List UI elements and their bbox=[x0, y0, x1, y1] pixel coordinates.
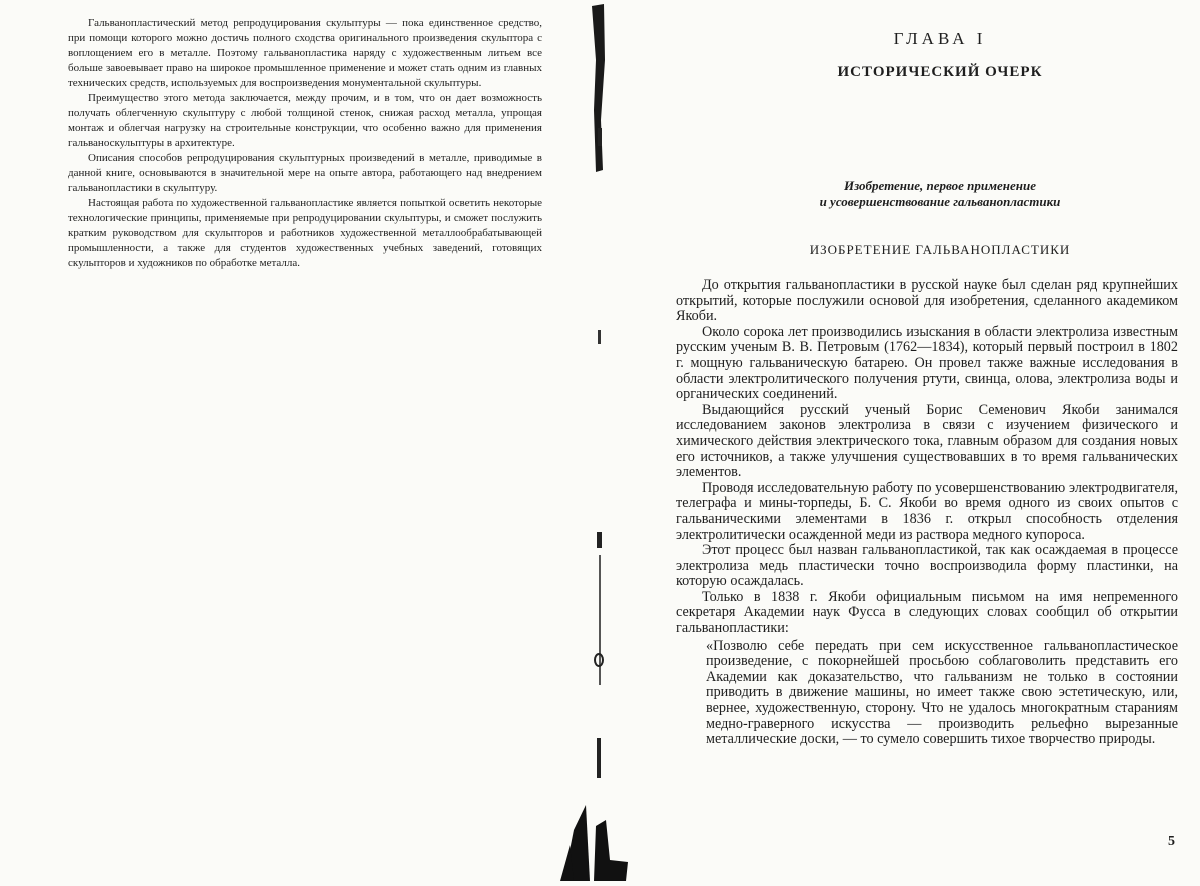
body-paragraph-4: Проводя исследовательную работу по усовершенствованию электродвигателя, телеграфа и мины-торпеды, Б. С. Якоби во время одного из своих опытов с гальваническими элементами в 1836 г. открыл способность отделения электролитически осажденной меди из раствора медного купороса. bbox=[676, 481, 1178, 543]
body-paragraph-2: Около сорока лет производились изыскания в области электролиза известным русским ученым В. В. Петровым (1762—1834), который первый построил в 1802 г. мощную гальваническую батарею. Он провел также важные исследования в области электролитического получения ртути, свинца, олова, электролиза воды и органических соединений. bbox=[676, 325, 1178, 403]
body-paragraph-5: Этот процесс был назван гальванопластикой, так как осаждаемая в процессе электролиза медь пластически точно воспроизводила форму пластинки, на которую осаждалась. bbox=[676, 543, 1178, 590]
chapter-body-text bbox=[676, 278, 1178, 748]
section-title bbox=[780, 178, 1100, 210]
preface-paragraph-1: Гальванопластический метод репродуцирования скульптуры — пока единственное средство, при помощи которого можно достичь полного сходства оригинального произведения скульптора с воплощением его в металле. Поэтому гальванопластика наряду с художественным литьем все больше завоевывает право на широкое промышленное применение и может стать одним из главных технических средств, используемых для воспроизведения монументальной скульптуры. bbox=[68, 16, 542, 91]
section-title-line-2: и усовершенствование гальванопластики bbox=[780, 194, 1100, 210]
preface-paragraph-2: Преимущество этого метода заключается, между прочим, и в том, что он дает возможность получать облегченную скульптуру с любой толщиной стенок, снижая расход металла, упрощая монтаж и облегчая нагрузку на строительные конструкции, что особенно важно для применения гальваноскульптуры в архитектуре. bbox=[68, 91, 542, 151]
section-title-line-1: Изобретение, первое применение bbox=[780, 178, 1100, 194]
preface-paragraph-3: Описания способов репродуцирования скульптурных произведений в металле, приводимые в данной книге, основываются в значительной мере на опыте автора, работающего над внедрением гальванопластики в скульптуру. bbox=[68, 151, 542, 196]
chapter-title: ИСТОРИЧЕСКИЙ ОЧЕРК bbox=[800, 64, 1080, 81]
jacobi-letter-quote: «Позволю себе передать при сем искусственное гальванопластическое произведение, с покорнейшей просьбою соблаговолить представить его Академии как доказательство, что гальванизм не только в состоянии приводить в движение машины, но имеет также свою эстетическую, или, вернее, художественную, сторону. Что не удалось многократным стараниям медно-граверного искусства — производить рельефно вырезанные металлические доски, — то сумело совершить тихое творчество природы. bbox=[676, 639, 1178, 748]
body-paragraph-1: До открытия гальванопластики в русской науке был сделан ряд крупнейших открытий, которые послужили основой для изобретения, сделанного академиком Якоби. bbox=[676, 278, 1178, 325]
preface-paragraph-4: Настоящая работа по художественной гальванопластике является попыткой осветить некоторые технологические принципы, применяемые при репродуцировании скульптуры, и сможет послужить кратким руководством для скульпторов и работников художественной металлообрабатывающей промышленности, а также для студентов художественных учебных заведений, готовящих скульпторов и художников по обработке металла. bbox=[68, 196, 542, 271]
page-number: 5 bbox=[1168, 834, 1175, 850]
left-page bbox=[0, 0, 600, 881]
right-page bbox=[600, 0, 1200, 881]
preface-text bbox=[68, 16, 542, 271]
subsection-title: ИЗОБРЕТЕНИЕ ГАЛЬВАНОПЛАСТИКИ bbox=[770, 242, 1110, 258]
body-paragraph-3: Выдающийся русский ученый Борис Семенович Якоби занимался исследованием законов электролиза в связи с изучением физического и химического действия электрического тока, главным образом для создания новых его источников, а также улучшения существовавших в то время гальванических элементов. bbox=[676, 403, 1178, 481]
chapter-label: ГЛАВА I bbox=[830, 29, 1050, 49]
body-paragraph-6: Только в 1838 г. Якоби официальным письмом на имя непременного секретаря Академии наук Фусса в следующих словах сообщил об открытии гальванопластики: bbox=[676, 590, 1178, 637]
